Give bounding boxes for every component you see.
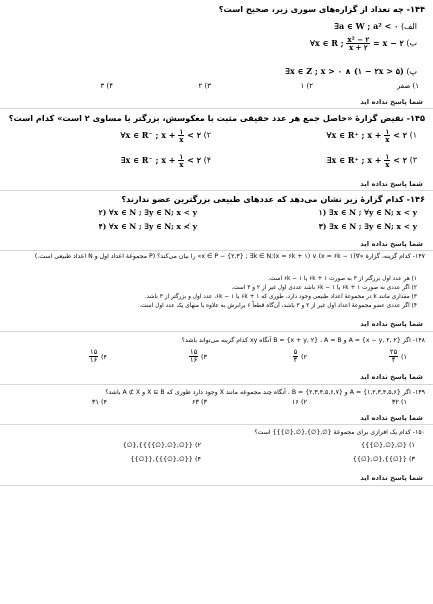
q150-option-3[interactable]: ۳) {{∅}},{∅,{∅}} xyxy=(352,455,415,463)
q144-b-post: = x − ۲ xyxy=(372,37,404,48)
frac-num: ۱ xyxy=(385,127,390,136)
divider xyxy=(0,384,433,385)
q149-option-4[interactable]: ۴) ۳۱ xyxy=(91,398,107,406)
q145-option-2-label: ۲) xyxy=(203,130,211,140)
q145-option-1[interactable] xyxy=(326,128,417,143)
q148-option-4[interactable] xyxy=(89,349,107,364)
q149-option-3[interactable]: ۳) ۶۳ xyxy=(191,398,207,406)
q145-option-4-post: < ۲ xyxy=(187,154,202,165)
q144-item-b xyxy=(310,36,417,51)
q150-option-2[interactable]: ۲) {{∅,{∅,{∅}}}},{∅} xyxy=(122,441,201,449)
q146-option-4[interactable]: ۴) ∀x ∈ N ; ∃y ∈ N; x ≮ y xyxy=(98,222,197,231)
q145-option-3-pre: ∃x ∈ R⁺ ; x + xyxy=(326,154,382,165)
question-144-title: ۱۴۴- چه تعداد از گزاره‌های سوری زیر، صحیح است؟ xyxy=(218,4,425,14)
divider xyxy=(0,190,433,191)
q144-b-pre: ∀x ∈ R ; xyxy=(309,37,344,48)
frac-den: x xyxy=(179,135,184,144)
divider xyxy=(0,485,433,486)
q144-b-num: x² − ۲ xyxy=(347,35,370,44)
q144-no-answer: شما پاسخ نداده اید xyxy=(360,98,423,106)
q145-option-1-post: < ۲ xyxy=(393,129,408,140)
frac-den: ۴ xyxy=(293,356,298,364)
question-145-title: ۱۴۵- نقیض گزارهٔ «حاصل جمع هر عدد حقیقی مثبت با معکوسش، بزرگتر یا مساوی ۲ است» کدام است؟ xyxy=(8,113,425,123)
q147-no-answer: شما پاسخ نداده اید xyxy=(360,320,423,328)
q145-option-1-label: ۱) xyxy=(409,130,417,140)
q144-c-expr: ∃x ∈ Z ; x > ۰ ∧ (۱ − ۲x > ۵) xyxy=(285,66,404,76)
q148-option-2[interactable] xyxy=(293,349,307,364)
q146-option-1[interactable]: ۱) ∃x ∈ N ; ∀y ∈ N; x < y xyxy=(318,208,417,217)
q144-option-1[interactable]: ۱) صفر xyxy=(396,82,419,90)
q148-option-3-label: ۳) xyxy=(200,353,207,361)
q145-option-3[interactable] xyxy=(327,153,417,168)
q144-b-fraction xyxy=(346,36,370,51)
divider xyxy=(0,424,433,425)
q148-option-4-label: ۴) xyxy=(100,353,107,361)
frac-num: ۱ xyxy=(179,152,184,161)
question-149-title: ۱۴۹- اگر A = {۱,۲,۳,۴,۵,۶} و B = {۲,۳,۴,۵,۶,۷} ، آنگاه چند مجموعه مانند X وجود دارد طوری که X ⊆ B و A ⊄ X باشد؟ xyxy=(105,389,425,396)
frac-den: x xyxy=(179,160,184,169)
question-146-title: ۱۴۶- کدام گزارهٔ زیر نشان می‌دهد که عددهای طبیعی بزرگترین عضو ندارند؟ xyxy=(121,194,425,204)
frac-den: ۱۶ xyxy=(89,356,98,364)
question-146 xyxy=(8,194,425,204)
q148-option-2-fraction xyxy=(293,349,299,364)
q145-option-2-post: < ۲ xyxy=(187,129,202,140)
q148-option-1-fraction xyxy=(389,349,399,364)
q149-no-answer: شما پاسخ نداده اید xyxy=(360,414,423,422)
frac-den: ۴ xyxy=(391,356,396,364)
question-147 xyxy=(8,253,425,261)
question-144 xyxy=(8,4,425,14)
q145-option-2-fraction xyxy=(178,128,184,143)
q145-option-4[interactable] xyxy=(121,153,211,168)
q144-option-4[interactable]: ۴) ۳ xyxy=(100,82,113,90)
q144-b-expr xyxy=(309,35,404,52)
divider xyxy=(0,331,433,332)
q148-option-3-fraction xyxy=(189,349,199,364)
frac-den: x xyxy=(385,160,390,169)
q148-option-3[interactable] xyxy=(189,349,207,364)
q146-option-3[interactable]: ۳) ∃x ∈ N ; ∃y ∈ N; x < y xyxy=(318,222,417,231)
q145-option-3-post: < ۲ xyxy=(393,154,408,165)
q146-no-answer: شما پاسخ نداده اید xyxy=(360,240,423,248)
q147-option-4[interactable]: ۴) اگر عددی عضو مجموعهٔ اعداد اول غیر از ۲ و ۳ باشد، آن‌گاه قطعاً ۶ برابرش به علاوه یا منهای یک عدد اول است. xyxy=(139,303,417,309)
question-150 xyxy=(8,429,425,437)
q145-option-1-fraction xyxy=(384,128,390,143)
q150-option-4[interactable]: ۴) {{∅,{∅}}},{{∅}} xyxy=(130,455,201,463)
q147-option-2[interactable]: ۲) اگر عددی به صورت ۶k + ۱ یا ۶k − ۱ باشد عددی اول غیر از ۲ و ۳ است. xyxy=(231,285,417,291)
q145-option-4-pre: ∃x ∈ R⁻ ; x + xyxy=(120,154,176,165)
frac-num: ۲۵ xyxy=(389,348,398,356)
q145-option-3-fraction xyxy=(384,153,390,168)
q148-option-1[interactable] xyxy=(389,349,407,364)
q144-a-expr: ∃a ∈ W ; a² < ۰ xyxy=(333,21,399,31)
q145-option-4-label: ۴) xyxy=(203,155,211,165)
q145-option-3-label: ۳) xyxy=(409,155,417,165)
question-145 xyxy=(8,113,425,123)
q146-option-2[interactable]: ۲) ∀x ∈ N ; ∃y ∈ N; x < y xyxy=(98,208,197,217)
q144-item-a xyxy=(334,21,417,31)
frac-den: x xyxy=(385,135,390,144)
q144-c-label: پ) xyxy=(406,67,417,76)
frac-num: ۱ xyxy=(179,127,184,136)
q148-option-2-label: ۲) xyxy=(300,353,307,361)
q144-a-label: الف) xyxy=(400,22,417,31)
frac-num: ۱ xyxy=(385,152,390,161)
q145-option-2-pre: ∀x ∈ R⁻ ; x + xyxy=(120,129,176,140)
q145-no-answer: شما پاسخ نداده اید xyxy=(360,180,423,188)
q145-option-1-pre: ∀x ∈ R⁺ ; x + xyxy=(326,129,382,140)
question-147-title: ۱۴۷- کدام گزینه، گزارهٔ «∀x ∈ P − {۲,۳} ; ∃k ∈ N;(x = ۶k + ۱) ∨ (x = ۶k − ۱)» را بیان می‌کند؟ (P مجموعهٔ اعداد اول و N اعداد طبیعی است.) xyxy=(34,253,425,260)
frac-num: ۱۵ xyxy=(189,348,198,356)
q148-no-answer: شما پاسخ نداده اید xyxy=(360,373,423,381)
q145-option-4-fraction xyxy=(178,153,184,168)
divider xyxy=(0,250,433,251)
q144-option-2[interactable]: ۲) ۱ xyxy=(300,82,313,90)
frac-num: ۵ xyxy=(293,348,298,356)
q144-option-3[interactable]: ۳) ۲ xyxy=(198,82,211,90)
q147-option-3[interactable]: ۳) مقداری مانند k در مجموعهٔ اعداد طبیعی وجود دارد، طوری که ۶k + ۱ یا ۶k − ۱، عدد اول و بزرگتر از ۳ باشد. xyxy=(144,294,417,300)
q149-option-1[interactable]: ۱) ۳۲ xyxy=(391,398,407,406)
q149-option-2[interactable]: ۲) ۱۶ xyxy=(291,398,307,406)
q145-option-2[interactable] xyxy=(120,128,211,143)
q148-option-4-fraction xyxy=(89,349,99,364)
q148-option-1-label: ۱) xyxy=(400,353,407,361)
question-150-title: ۱۵۰- کدام یک افرازی برای مجموعهٔ {∅,{∅},{∅,{∅}}} است؟ xyxy=(254,429,425,436)
frac-den: ۱۶ xyxy=(189,356,198,364)
q150-no-answer: شما پاسخ نداده اید xyxy=(360,474,423,482)
question-148-title: ۱۴۸- اگر A = {x − y, ۲, ۲} و B = {x + y, ۲} ، A = B آنگاه xy کدام گزینه می‌تواند باشد؟ xyxy=(181,337,425,344)
q147-option-1[interactable]: ۱) هر عدد اول بزرگتر از ۳ به صورت ۶k + ۱ یا ۶k − ۱ است. xyxy=(268,276,417,282)
q150-option-1[interactable]: ۱) {∅,{∅,{∅}}} xyxy=(360,441,415,449)
question-149 xyxy=(8,389,425,397)
divider xyxy=(0,108,433,109)
question-148 xyxy=(8,337,425,345)
q144-b-label: ب) xyxy=(406,38,417,48)
q144-b-den: x + ۲ xyxy=(348,43,368,52)
q144-item-c xyxy=(285,66,417,76)
frac-num: ۱۵ xyxy=(89,348,98,356)
